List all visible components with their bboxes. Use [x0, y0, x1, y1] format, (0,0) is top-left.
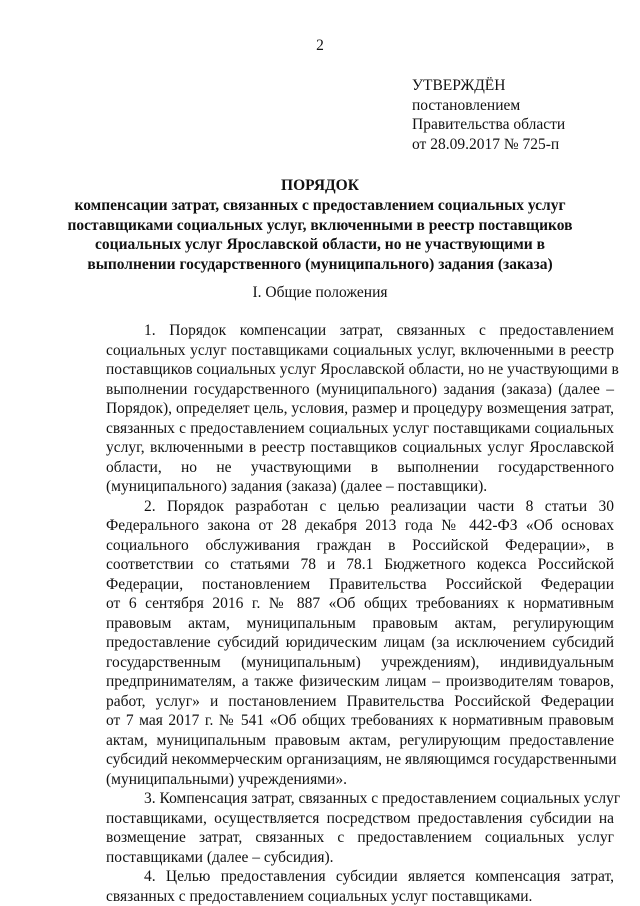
document-subtitle	[0, 196, 640, 274]
paragraph-line: Федерального закона от 28 декабря 2013 года № 442-ФЗ «Об основах	[106, 516, 614, 536]
paragraph-line: от 7 мая 2017 г. № 541 «Об общих требованиях к нормативным правовым	[106, 711, 614, 731]
paragraph-line: 2. Порядок разработан с целью реализации части 8 статьи 30	[106, 497, 614, 517]
paragraph-line: поставщиками, осуществляется посредством предоставления субсидии на	[106, 809, 614, 829]
paragraph-line: области, но не участвующими в выполнении государственного	[106, 458, 614, 478]
paragraph-line: предпринимателям, а также физическим лицам – производителям товаров,	[106, 672, 614, 692]
section-heading: I. Общие положения	[0, 283, 640, 303]
paragraph-line: Федерации, постановлением Правительства Российской Федерации	[106, 575, 614, 595]
paragraph-line: возмещение затрат, связанных с предоставлением социальных услуг	[106, 828, 614, 848]
paragraph-line: государственным (муниципальным) учреждениям), индивидуальным	[106, 653, 614, 673]
paragraph-line: 1. Порядок компенсации затрат, связанных с предоставлением	[106, 321, 614, 341]
document-title: ПОРЯДОК	[0, 176, 640, 196]
subtitle-line: выполнении государственного (муниципального) задания (заказа)	[0, 255, 640, 275]
paragraph-line: выполнении государственного (муниципального) задания (заказа) (далее –	[106, 380, 614, 400]
page-number: 2	[0, 36, 640, 56]
paragraph-line: (муниципального) задания (заказа) (далее – поставщики).	[106, 477, 614, 497]
paragraph-line: 3. Компенсация затрат, связанных с предоставлением социальных услуг	[106, 789, 614, 809]
subtitle-line: компенсации затрат, связанных с предоставлением социальных услуг	[0, 196, 640, 216]
paragraph-2	[106, 497, 614, 790]
paragraph-line: социального обслуживания граждан в Российской Федерации», в	[106, 536, 614, 556]
paragraph-line: предоставление субсидий юридическим лицам (за исключением субсидий	[106, 633, 614, 653]
paragraph-line: 4. Целью предоставления субсидии является компенсация затрат,	[106, 867, 614, 887]
paragraph-line: субсидий некоммерческим организациям, не являющимся государственными	[106, 750, 614, 770]
approval-line: постановлением	[412, 96, 632, 116]
paragraph-line: Порядок), определяет цель, условия, размер и процедуру возмещения затрат,	[106, 399, 614, 419]
paragraph-line: связанных с предоставлением социальных услуг поставщиками социальных	[106, 419, 614, 439]
approval-line: Правительства области	[412, 115, 632, 135]
paragraph-line: от 6 сентября 2016 г. № 887 «Об общих требованиях к нормативным	[106, 594, 614, 614]
paragraph-4	[106, 867, 614, 906]
subtitle-line: поставщиками социальных услуг, включенными в реестр поставщиков	[0, 216, 640, 236]
paragraph-1	[106, 321, 614, 497]
approval-line: от 28.09.2017 № 725-п	[412, 135, 632, 155]
paragraph-3	[106, 789, 614, 867]
paragraph-line: поставщиков социальных услуг Ярославской области, но не участвующими в	[106, 360, 614, 380]
paragraph-line: связанных с предоставлением социальных услуг поставщиками.	[106, 887, 614, 906]
paragraph-line: правовым актам, муниципальным правовым актам, регулирующим	[106, 614, 614, 634]
subtitle-line: социальных услуг Ярославской области, но не участвующими в	[0, 235, 640, 255]
paragraph-line: социальных услуг поставщиками социальных услуг, включенными в реестр	[106, 341, 614, 361]
approval-line: УТВЕРЖДЁН	[412, 76, 632, 96]
paragraph-line: (муниципальными) учреждениями».	[106, 770, 614, 790]
paragraph-line: соответствии со статьями 78 и 78.1 Бюджетного кодекса Российской	[106, 555, 614, 575]
paragraph-line: услуг, включенными в реестр поставщиков социальных услуг Ярославской	[106, 438, 614, 458]
paragraph-line: поставщиками (далее – субсидия).	[106, 848, 614, 868]
paragraph-line: работ, услуг» и постановлением Правительства Российской Федерации	[106, 692, 614, 712]
approval-stamp	[412, 76, 632, 154]
paragraph-line: актам, муниципальным правовым актам, регулирующим предоставление	[106, 731, 614, 751]
document-body	[106, 321, 614, 906]
